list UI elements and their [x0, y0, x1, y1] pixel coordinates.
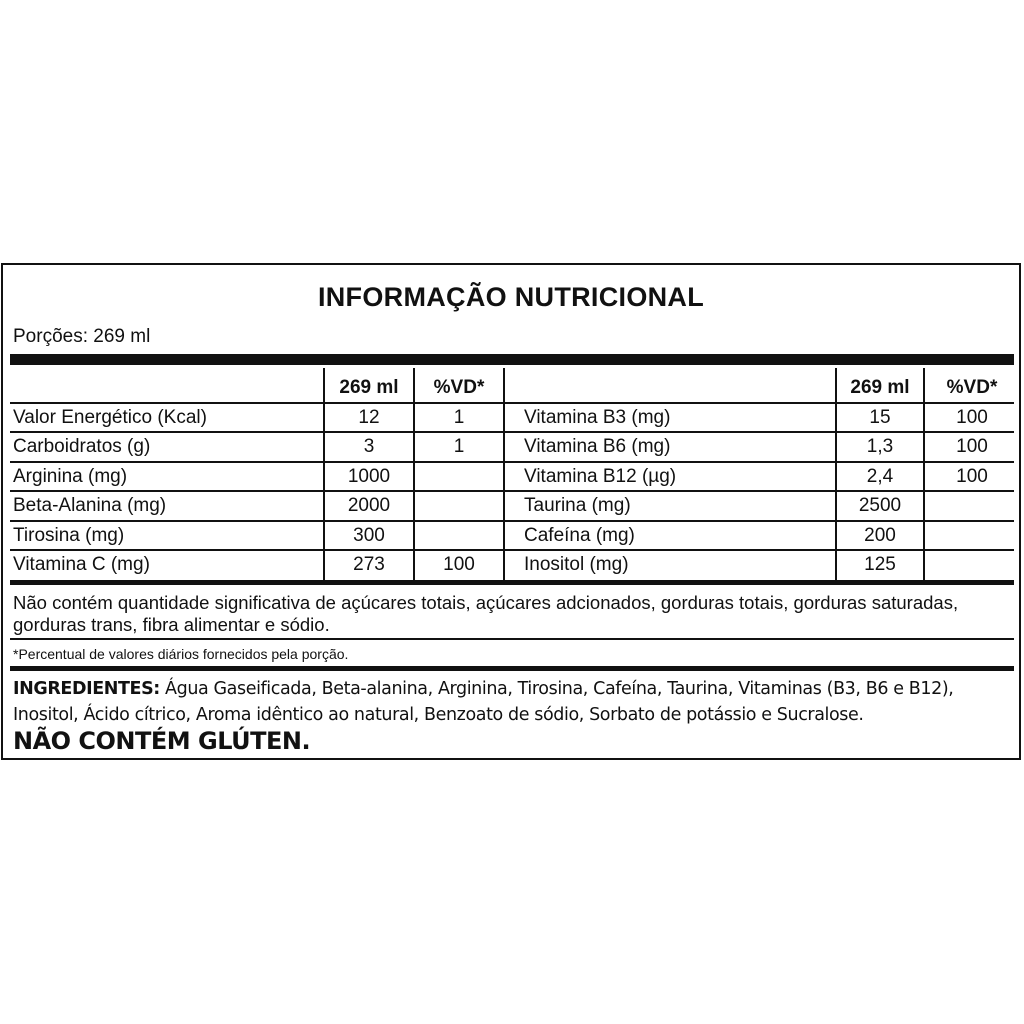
table-bottom-divider	[10, 580, 1014, 585]
nutrient-vd: 100	[956, 407, 988, 428]
left-vd-header: %VD*	[433, 377, 485, 398]
ingredients-divider	[10, 666, 1014, 671]
dv-footnote: *Percentual de valores diários fornecidos pela porção.	[13, 646, 349, 662]
right-amount-header: 269 ml	[850, 377, 910, 398]
ingredients-list: Água Gaseificada, Beta-alanina, Arginina, Tirosina, Cafeína, Taurina, Vitaminas (B3, B6 e B12), Inositol, Ácido cítrico, Aroma idêntico ao natural, Benzoato de sódio, Sorbato de potássio e Sucralose.	[13, 679, 954, 725]
ingredients-label: INGREDIENTES:	[13, 679, 160, 699]
nutrient-name: Valor Energético (Kcal)	[13, 407, 207, 428]
nutrient-amount: 15	[869, 407, 891, 428]
label-title: INFORMAÇÃO NUTRICIONAL	[317, 282, 705, 312]
nutrient-vd: 1	[453, 407, 465, 428]
right-vd-header: %VD*	[946, 377, 998, 398]
nutrient-amount: 2500	[858, 495, 902, 516]
nutrient-vd: 1	[453, 436, 465, 457]
nutrition-label	[1, 263, 1021, 760]
nutrient-vd: 100	[956, 466, 988, 487]
gluten-warning: NÃO CONTÉM GLÚTEN.	[13, 727, 311, 755]
nutrient-name: Carboidratos (g)	[13, 436, 151, 457]
nutrient-vd: 100	[443, 554, 475, 575]
nutrient-name: Vitamina C (mg)	[13, 554, 150, 575]
nutrient-amount: 1000	[347, 466, 391, 487]
nutrient-amount: 2,4	[866, 466, 894, 487]
note-divider	[10, 638, 1014, 640]
nutrient-name: Arginina (mg)	[13, 466, 128, 487]
nutrient-name: Cafeína (mg)	[524, 525, 635, 546]
nutrient-name: Vitamina B6 (mg)	[524, 436, 671, 457]
nutrient-amount: 300	[353, 525, 385, 546]
serving-size: Porções: 269 ml	[13, 326, 151, 347]
nutrient-name: Vitamina B3 (mg)	[524, 407, 671, 428]
nutrient-amount: 200	[864, 525, 896, 546]
thick-divider	[10, 354, 1014, 365]
nutrient-amount: 273	[353, 554, 385, 575]
nutrition-note: Não contém quantidade significativa de açúcares totais, açúcares adcionados, gorduras totais, gorduras saturadas, gorduras trans, fibra alimentar e sódio.	[13, 592, 959, 635]
nutrient-amount: 12	[358, 407, 380, 428]
nutrient-amount: 3	[363, 436, 375, 457]
left-amount-header: 269 ml	[339, 377, 399, 398]
nutrient-amount: 125	[864, 554, 896, 575]
ingredients-text	[13, 676, 1021, 728]
nutrient-name: Vitamina B12 (µg)	[524, 466, 677, 487]
nutrient-name: Tirosina (mg)	[13, 525, 125, 546]
nutrient-amount: 2000	[347, 495, 391, 516]
nutrient-vd: 100	[956, 436, 988, 457]
nutrient-amount: 1,3	[866, 436, 894, 457]
nutrient-name: Beta-Alanina (mg)	[13, 495, 167, 516]
nutrient-name: Inositol (mg)	[524, 554, 629, 575]
nutrient-name: Taurina (mg)	[524, 495, 631, 516]
